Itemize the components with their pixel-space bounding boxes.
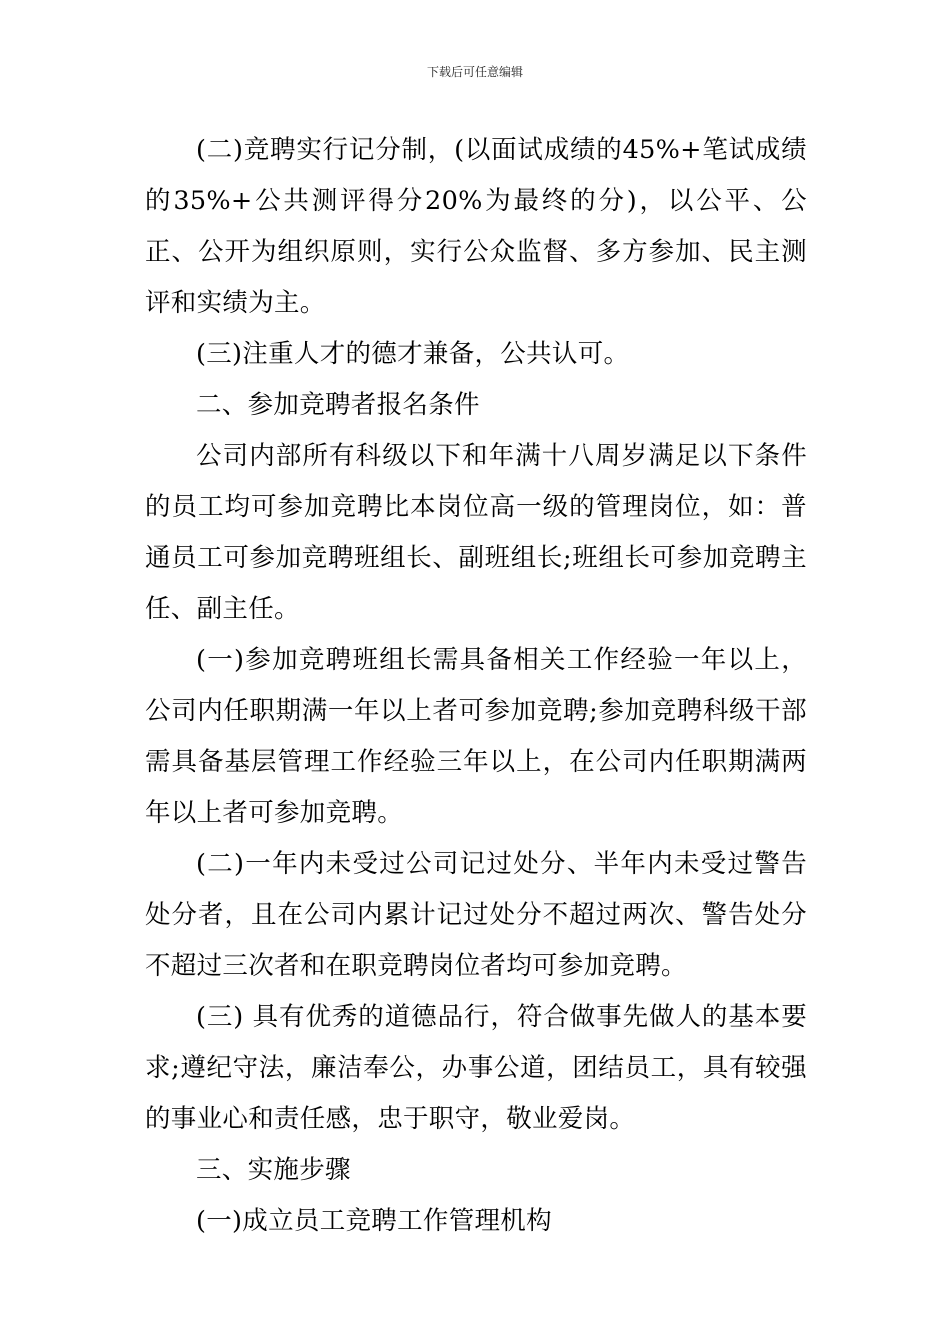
paragraph-experience-requirement: (一)参加竞聘班组长需具备相关工作经验一年以上，公司内任职期满一年以上者可参加竞聘;参加竞聘科级干部需具备基层管理工作经验三年以上，在公司内任职期满两年以上者可参加竞聘。 — [145, 645, 807, 828]
paragraph-eligibility-intro: 公司内部所有科级以下和年满十八周岁满足以下条件的员工均可参加竞聘比本岗位高一级的管理岗位，如：普通员工可参加竞聘班组长、副班组长;班组长可参加竞聘主任、副主任。 — [145, 441, 807, 624]
paragraph-scoring-system: (二)竞聘实行记分制，(以面试成绩的45%+笔试成绩的35%+公共测评得分20%为最终的分)，以公平、公正、公开为组织原则，实行公众监督、多方参加、民主测评和实绩为主。 — [145, 135, 807, 318]
paragraph-disciplinary-requirement: (二)一年内未受过公司记过处分、半年内未受过警告处分者，且在公司内累计记过处分不超过两次、警告处分不超过三次者和在职竞聘岗位者均可参加竞聘。 — [145, 849, 807, 981]
paragraph-moral-requirement: (三) 具有优秀的道德品行，符合做事先做人的基本要求;遵纪守法，廉洁奉公，办事公道，团结员工，具有较强的事业心和责任感，忠于职守，敬业爱岗。 — [145, 1002, 807, 1134]
section-heading-implementation: 三、实施步骤 — [196, 1155, 351, 1185]
paragraph-management-body: (一)成立员工竞聘工作管理机构 — [196, 1206, 552, 1236]
paragraph-talent-principle: (三)注重人才的德才兼备，公共认可。 — [196, 339, 630, 369]
document-body — [145, 125, 807, 1247]
section-heading-eligibility: 二、参加竞聘者报名条件 — [196, 390, 480, 420]
page-header: 下载后可任意编辑 — [426, 65, 523, 79]
